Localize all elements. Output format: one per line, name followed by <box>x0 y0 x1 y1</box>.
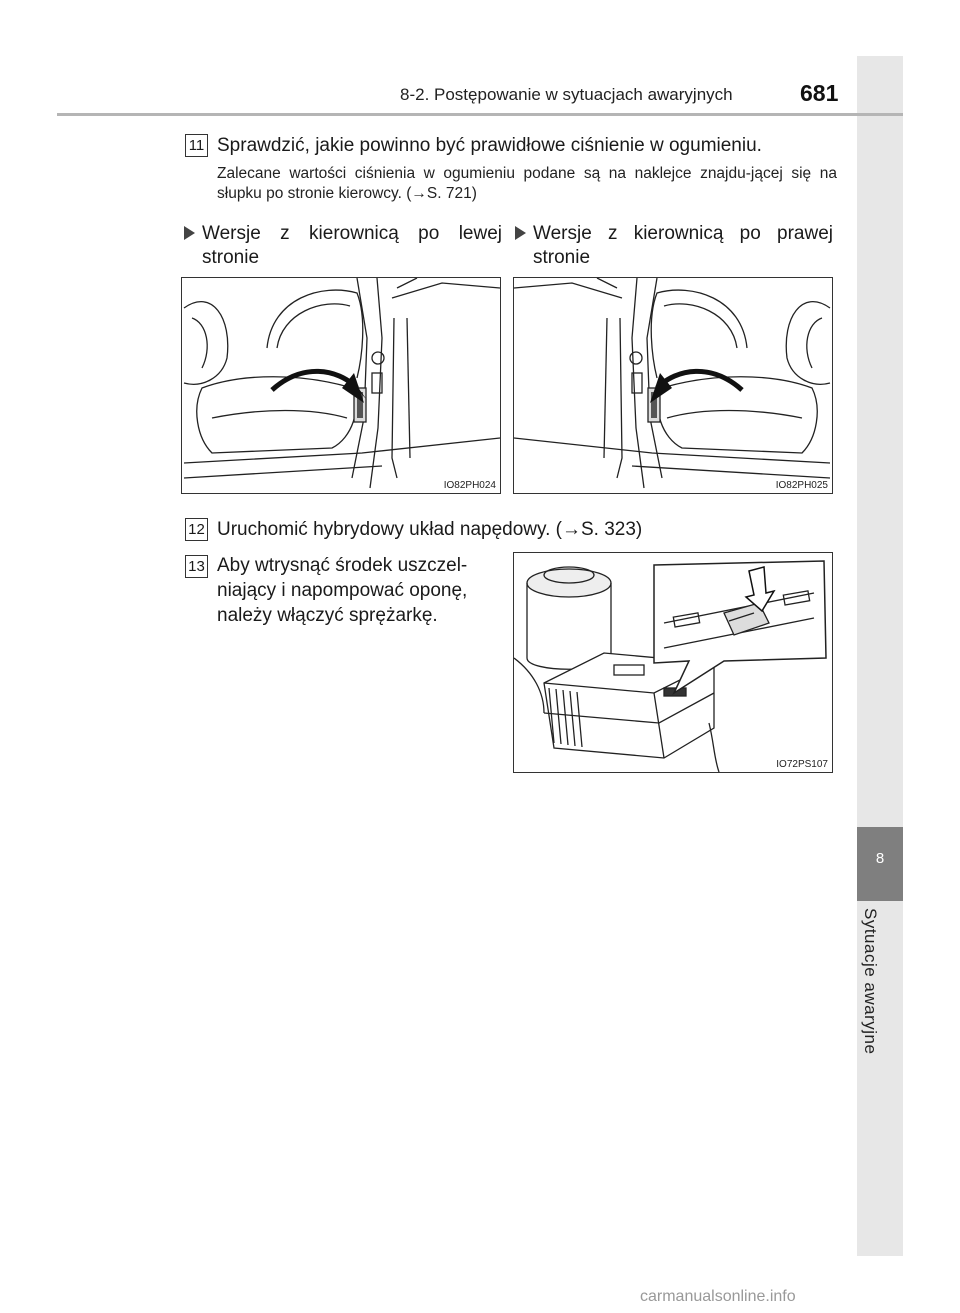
step-11-note: Zalecane wartości ciśnienia w ogumieniu podane są na naklejce znajdu-jącej się na słupku po stronie kierowcy. (→S. 721) <box>217 165 837 202</box>
pillar-label-rhd-illustration <box>514 278 832 493</box>
bullet-triangle-icon <box>184 226 195 240</box>
figure-compressor <box>513 552 833 773</box>
step-13-text <box>217 553 502 628</box>
step-12-badge: 12 <box>185 518 208 541</box>
step-11-text: Sprawdzić, jakie powinno być prawidłowe ciśnienie w ogumieniu. <box>217 135 762 156</box>
footer-watermark: carmanualsonline.info <box>640 1288 796 1305</box>
figure-lhd-pillar <box>181 277 501 494</box>
chapter-title: Sytuacje awaryjne <box>861 908 880 1055</box>
variant-lhd-line2: stronie <box>202 247 260 268</box>
bullet-triangle-icon <box>515 226 526 240</box>
figure-code-rhd: IO82PH025 <box>775 480 828 491</box>
step-13-badge: 13 <box>185 555 208 578</box>
figure-rhd-pillar <box>513 277 833 494</box>
step-12-text: Uruchomić hybrydowy układ napędowy. (→S. 323) <box>217 519 643 540</box>
page-number: 681 <box>800 80 839 106</box>
step-13-line2: niający i napompować oponę, <box>217 580 468 601</box>
figure-code-lhd: IO82PH024 <box>443 480 496 491</box>
chapter-number: 8 <box>875 850 885 867</box>
pillar-label-lhd-illustration <box>182 278 500 493</box>
variant-lhd-line1: Wersje z kierownicą po lewej <box>202 223 502 244</box>
chapter-side-tab <box>857 56 903 1256</box>
step-13-line1: Aby wtrysnąć środek uszczel- <box>217 555 468 576</box>
step-11-badge: 11 <box>185 134 208 157</box>
variant-rhd <box>533 222 833 270</box>
variant-rhd-line2: stronie <box>533 247 591 268</box>
section-header: 8-2. Postępowanie w sytuacjach awaryjnych <box>400 85 733 104</box>
step-13-line3: należy włączyć sprężarkę. <box>217 605 438 626</box>
variant-lhd <box>202 222 502 270</box>
compressor-switch-illustration <box>514 553 832 772</box>
figure-code-compressor: IO72PS107 <box>776 759 828 770</box>
variant-rhd-line1: Wersje z kierownicą po prawej <box>533 223 833 244</box>
header-rule <box>57 113 903 116</box>
